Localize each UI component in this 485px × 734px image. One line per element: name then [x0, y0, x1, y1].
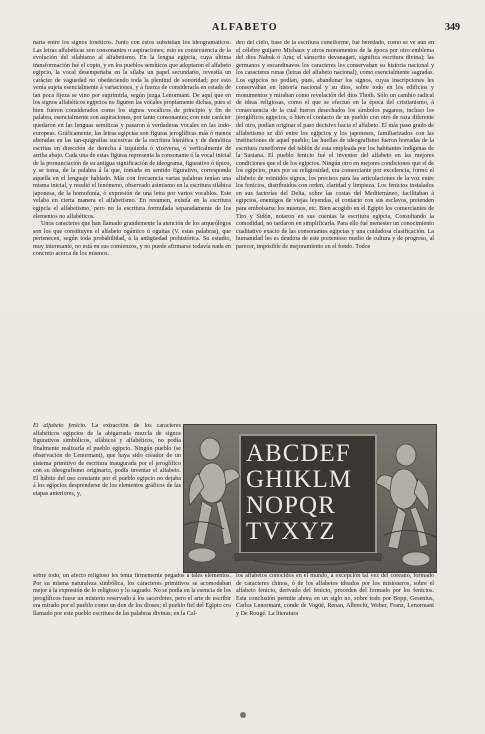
page-ornament: [240, 712, 246, 718]
paragraph: Unos caracteres que han llamado grandemente la atención de los arqueólogos son los que constituyen el alfabeto ogámico ú oguitas (V. estas palabras), que pertenecen, según toda probabilidad, á la antigüedad prehistórica. Su estudio, muy interesante, no está en sus comienzos, y no puede afirmarse todavía nada en concreto acerca de los mismos.: [33, 221, 231, 258]
text-column-bottom-left: [33, 573, 231, 703]
paragraph: los alfabetos conocidos en el mundo, á excepción tal vez del coreano, formado de caracteres chinos, ó de los alfabetos ideados por los misioneros, sobre el alfabeto fenicio, derivado del fenicio, proceden del formado por los fenicios. Esta conclusión permite ahora en un siglo no, sobre todo por Bopp, Gesenius, Carlos Lenormant, conde de Vogüé, Renan, Albrecht, Weber, Franz, Lenormant y De Rougé. La literatura: [236, 573, 434, 617]
text-column-left: [33, 40, 231, 423]
inscription-line: NOPQR: [246, 492, 336, 519]
running-head: [30, 22, 460, 38]
text-column-right: [236, 40, 434, 413]
inscription-line: GHIKLM: [246, 466, 352, 493]
alphabet-relief-figure: [183, 424, 437, 573]
text-column-narrow: [33, 423, 181, 573]
paragraph-text: La extracción de los caracteres alfabéticos egipcios de la abigarrada mezcla de signos figurativos simbólicos, silábicos y alfabéticos, no podía finalmente realizarla el pueblo egipcio. Ningún pueblo (se observación de Lenormant), que haya sido creador de un sistema primitivo de escritura inaugurada por el jeroglífico con su ideografismo originario, podía inventar el alfabeto. El hábito del uso constante por el pueblo egipcio no dejaba á los egipcios desprenderse de los elementos gráficos de las etapas anteriores, y,: [33, 423, 181, 497]
paragraph: naria entre los signos fonéticos. Junto con éstos subsistían los ideogramáticos. Las letras alfabéticas son consonantes o aspiraciones; esto es consecuencia de la evolución del silabismo al alfabetismo. En la lengua egipcia, cuya última transformación fué el copto, y en los pueblos semíticos que adoptaron el alfabeto egipcio, la vocal desempeñaba en la sílaba un papel secundario, revestía un carácter de vaguedad no obedeciendo toda la plenitud de sonoridad; por esto venía sujeta esencialmente á variaciones, y á fuerza de considerarla en estado de tan poca fijeza se vino por suprimirla, según juzga Lenormant. De aquí que en los signos alfabéticos egipcios no figuren las vocales propiamente dichas, pues si bien fueron considerados como los signos vocálicos de principio y fin de palabra, esencialmente son aspiraciones, por tanto consonantes; con este carácter quedaron en las lenguas semíticas y pasaron á verdaderas vocales en las indo-europeas. Gráficamente, las letras egipcias son figuras jeroglíficas más ó menos alteradas en las tan-quigrafías sucesivas de la escritura hierática y de demótica escritas en dirección de derecha á izquierda ó viceversa, ó verticalmente de arriba abajo. Cada una de estas figuras representa la consonante ó la vocal inicial de la pronunciación de su antigua significación de ideograma, figurativo ó típico, y se toma, de la palabra á la que, tomada en sentido figurativo, corresponda aquella en el lenguaje hablado. Más con frecuencia varias palabras tenían una misma inicial, y resultó el fenómeno, observado asimismo en la escritura silábica japonesa, de la homofonía, ó expresión de una letra por varios vocablos. Este velaba en cierta manera el alfabetismo. En resumen, existía en la escritura egipcia el alfabetismo, pero no la escritura formulada separadamente de los elementos no alfabéticos.: [33, 40, 231, 220]
inscription-line: ABCDEF: [246, 440, 351, 467]
paragraph: sobre todo, un afecto religioso les tenía firmemente pegados á tales elementos. Por su misma naturaleza simbólica, los caracteres primitivos se acomodaban mejor á la expresión de lo religioso y lo sagrado. No se podía en la esencia de los jeroglíficos fuese un misterio reservado á los sacerdotes, pero el arte de escribir era mirado por el pueblo como un don de los dioses; el pueblo fiel del Egipto cru llamado por este pueblo escritura de las palabras divinas; en la Cal-: [33, 573, 231, 617]
page-number: 349: [445, 22, 460, 33]
inscription-line: TVXYZ: [246, 518, 336, 545]
page-title: ALFABETO: [211, 22, 279, 33]
section-heading: El alfabeto fenicio.: [33, 423, 87, 429]
text-column-bottom-right: [236, 573, 434, 703]
alphabet-inscription: [246, 441, 368, 545]
paragraph: [33, 423, 181, 498]
paragraph: deo del cielo, base de la escritura cuneiforme, fué heredado, como se ve aún en el célebre guijarro Michaux y otros monumentos de la época por otro emblema del dios Nabuk ó Anu; el sánscrito devanagari, significa escritura divina); las germanos y escandinavos los caracteres les conservaban su historia nacional y los caracteres runas (letras del alfabeto nacional), como esencialmente sagradas. Los egipcios no podían, pues, abandonar los signos, cuyas inscripciones les conservaban en historia nacional y su dios, sobre todo en los edificios y monumentos y miraban como revelación del dios Thoth. Sólo un cambio radical de ideas religiosas, como el que se efectuó en la época del cristianismo, á consecuencia de la cual fueron desechados los símbolos paganos, incluso los jeroglíficos egipcios, ó bien el contacto de un pueblo con otro de raza diferente del otro, podían originar el paso decisivo hacia el alfabeto. El más paso grado de alfabetismo se dió entre los egipcios y los japoneses, familiarizados con las instituciones de aquel pueblo; las huellas de ideografismo fueron borradas de la escritura cuneiforme del tablón de esta empleada por los habitantes indígenas de la Susiana. El pueblo fenicio fué el inventor del alfabeto en las mejores condiciones que el de los egipcios. Ningún otro en mejores condiciones que el de los egipcios, pues por su religiosidad, era comerciante por excelencia, formó el alfabeto de veintidós signos, los precisos para las articulaciones de la voz entre los fenicios, distribuidos con orden, claridad y limpieza. Los fenicios instalados en sus factorías del Delta, sobre las costas del Mediterráneo, facilitaban á egipcios, enemigos de viejas leyendas, el contacto con sus esclavos, pretenden para embolsarse los mismos, etc. Bien acogido en el Egipto los comerciantes de Tiro y Sidón, notaron en sus cuentas la escritura egipcia, Consultando la comodidad, no tardaron en simplificarla. Para ello fué menester un conocimiento cualitativo exacto de las consonantes egipcias y una cuidadosa clasificación. La humanidad les es deudora de este portentoso medio de cultura y de progreso, al parecer, imposible de mejoramiento en el fondo. Todos: [236, 40, 434, 250]
